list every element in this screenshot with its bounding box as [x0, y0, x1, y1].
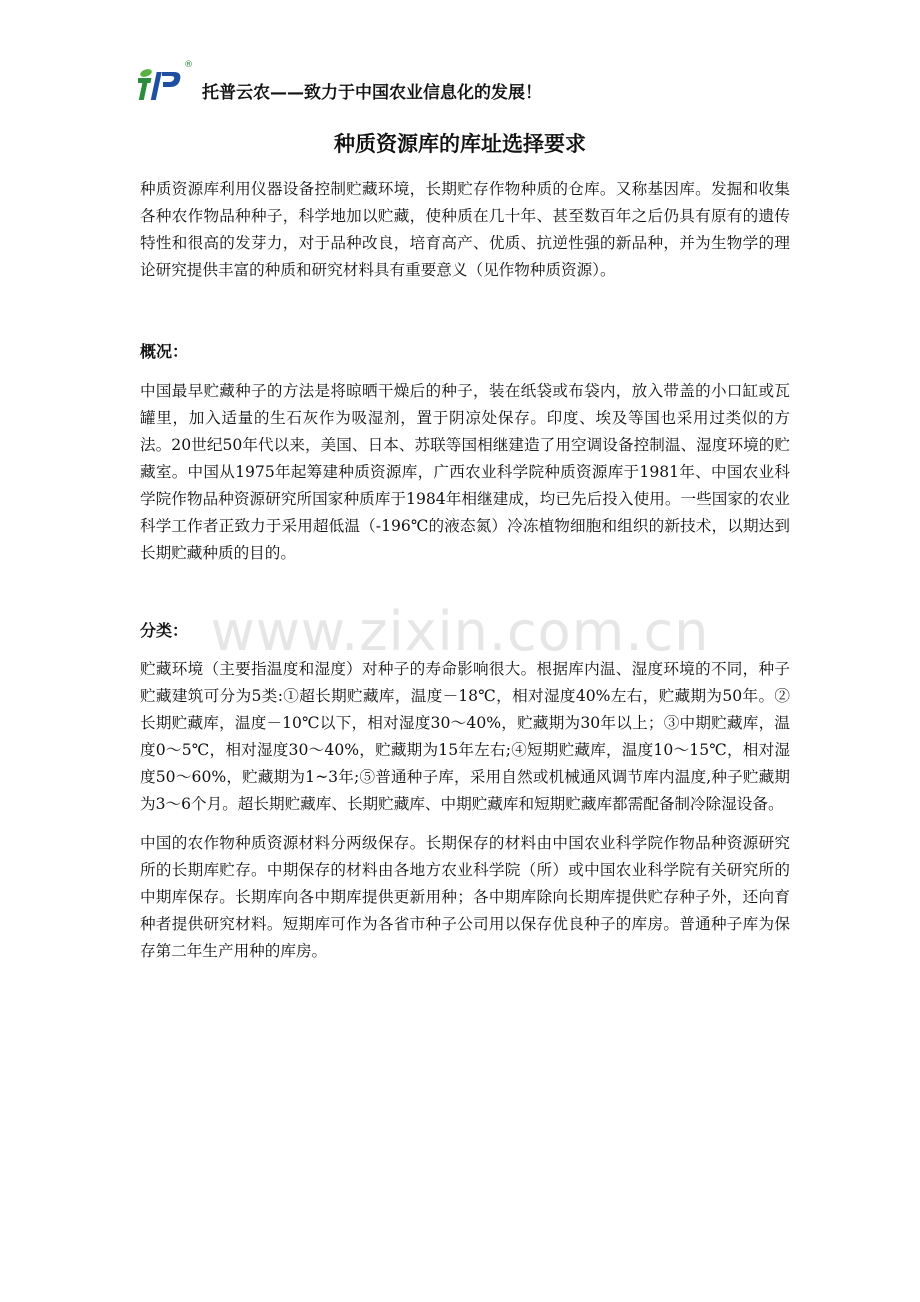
document-body — [140, 176, 790, 965]
company-logo — [138, 60, 193, 102]
company-slogan: 托普云农——致力于中国农业信息化的发展！ — [202, 83, 542, 103]
site-watermark: www.zixin.com.cn — [210, 600, 710, 663]
overview-paragraph: 中国最早贮藏种子的方法是将晾晒干燥后的种子，装在纸袋或布袋内，放入带盖的小口缸或瓦罐里，加入适量的生石灰作为吸湿剂，置于阴凉处保存。印度、埃及等国也采用过类似的方法。20世纪50年代以来，美国、日本、苏联等国相继建造了用空调设备控制温、湿度环境的贮藏室。中国从1975年起筹建种质资源库，广西农业科学院种质资源库于1981年、中国农业科学院作物品种资源研究所国家种质库于1984年相继建成，均已先后投入使用。一些国家的农业科学工作者正致力于采用超低温（-196℃的液态氮）冷冻植物细胞和组织的新技术，以期达到长期贮藏种质的目的。 — [140, 382, 790, 562]
section-heading-overview: 概况： — [140, 342, 189, 361]
classification-paragraph: 贮藏环境（主要指温度和湿度）对种子的寿命影响很大。根据库内温、湿度环境的不同，种子贮藏建筑可分为5类:①超长期贮藏库，温度－18℃，相对湿度40%左右，贮藏期为50年。②长期贮藏库，温度－10℃以下，相对湿度30～40%，贮藏期为30年以上；③中期贮藏库，温度0～5℃，相对湿度30～40%，贮藏期为15年左右;④短期贮藏库，温度10～15℃，相对湿度50～60%，贮藏期为1~3年;⑤普通种子库，采用自然或机械通风调节库内温度,种子贮藏期为3～6个月。超长期贮藏库、长期贮藏库、中期贮藏库和短期贮藏库都需配备制冷除湿设备。 — [140, 660, 790, 813]
section-heading-classification: 分类： — [140, 621, 189, 640]
tp-logo-icon — [138, 66, 186, 102]
intro-paragraph: 种质资源库利用仪器设备控制贮藏环境，长期贮存作物种质的仓库。又称基因库。发掘和收集各种农作物品种种子，科学地加以贮藏，使种质在几十年、甚至数百年之后仍具有原有的遗传特性和很高的发芽力，对于品种改良，培育高产、优质、抗逆性强的新品种，并为生物学的理论研究提供丰富的种质和研究材料具有重要意义（见作物种质资源）。 — [140, 180, 790, 279]
page-header — [138, 62, 838, 110]
registered-mark: ® — [184, 60, 193, 70]
document-title: 种质资源库的库址选择要求 — [334, 132, 586, 156]
storage-levels-paragraph: 中国的农作物种质资源材料分两级保存。长期保存的材料由中国农业科学院作物品种资源研究所的长期库贮存。中期保存的材料由各地方农业科学院（所）或中国农业科学院有关研究所的中期库保存。长期库向各中期库提供更新用种；各中期库除向长期库提供贮存种子外，还向育种者提供研究材料。短期库可作为各省市种子公司用以保存优良种子的库房。普通种子库为保存第二年生产用种的库房。 — [140, 834, 790, 960]
